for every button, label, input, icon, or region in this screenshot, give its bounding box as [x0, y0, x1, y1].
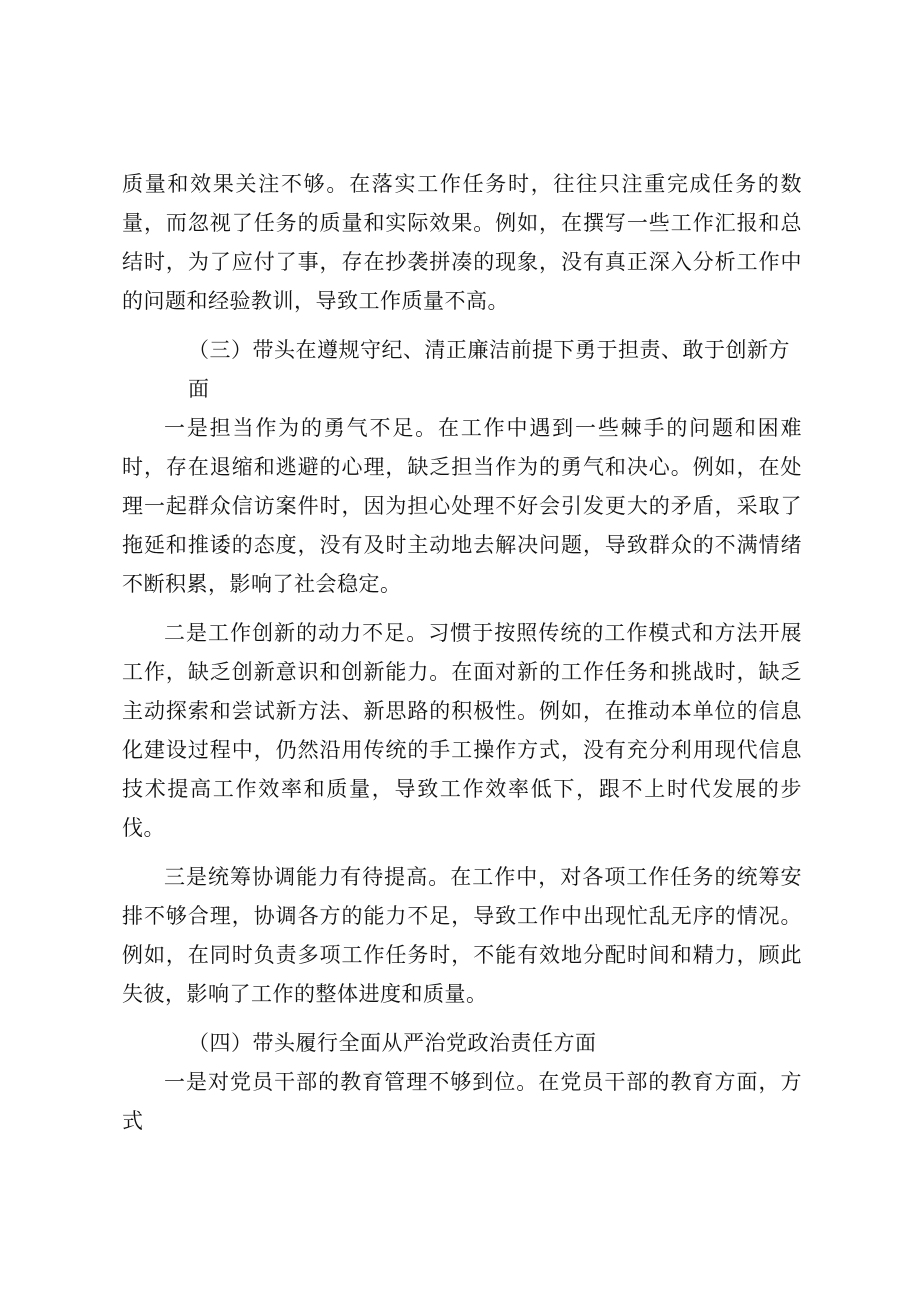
paragraph-education: 一是对党员干部的教育管理不够到位。在党员干部的教育方面，方式 — [122, 1070, 802, 1133]
section-heading-three: （三）带头在遵规守纪、清正廉洁前提下勇于担责、敢于创新方面 — [188, 338, 790, 401]
paragraph-gap — [122, 604, 802, 614]
paragraph-gap — [122, 321, 802, 331]
paragraph-coordination: 三是统筹协调能力有待提高。在工作中，对各项工作任务的统筹安排不够合理，协调各方的能力不足，导致工作中出现忙乱无序的情况。例如，在同时负责多项工作任务时，不能有效地分配时间和精力，顾此失彼，影响了工作的整体进度和质量。 — [122, 865, 802, 1006]
paragraph-gap — [122, 1014, 802, 1024]
paragraph-courage: 一是担当作为的勇气不足。在工作中遇到一些棘手的问题和困难时，存在退缩和逃避的心理，缺乏担当作为的勇气和决心。例如，在处理一起群众信访案件时，因为担心处理不好会引发更大的矛盾，采取了拖延和推诿的态度，没有及时主动地去解决问题，导致群众的不满情绪不断积累，影响了社会稳定。 — [122, 416, 802, 596]
paragraph-gap — [122, 848, 802, 858]
paragraph-continuation: 质量和效果关注不够。在落实工作任务时，往往只注重完成任务的数量，而忽视了任务的质量和实际效果。例如，在撰写一些工作汇报和总结时，为了应付了事，存在抄袭拼凑的现象，没有真正深入分析工作中的问题和经验教训，导致工作质量不高。 — [122, 172, 802, 313]
paragraph-innovation: 二是工作创新的动力不足。习惯于按照传统的工作模式和方法开展工作，缺乏创新意识和创新能力。在面对新的工作任务和挑战时，缺乏主动探索和尝试新方法、新思路的积极性。例如，在推动本单位的信息化建设过程中，仍然沿用传统的手工操作方式，没有充分利用现代信息技术提高工作效率和质量，导致工作效率低下，跟不上时代发展的步伐。 — [122, 621, 802, 840]
section-heading-four: （四）带头履行全面从严治党政治责任方面 — [188, 1031, 597, 1055]
document-body — [122, 165, 802, 1141]
